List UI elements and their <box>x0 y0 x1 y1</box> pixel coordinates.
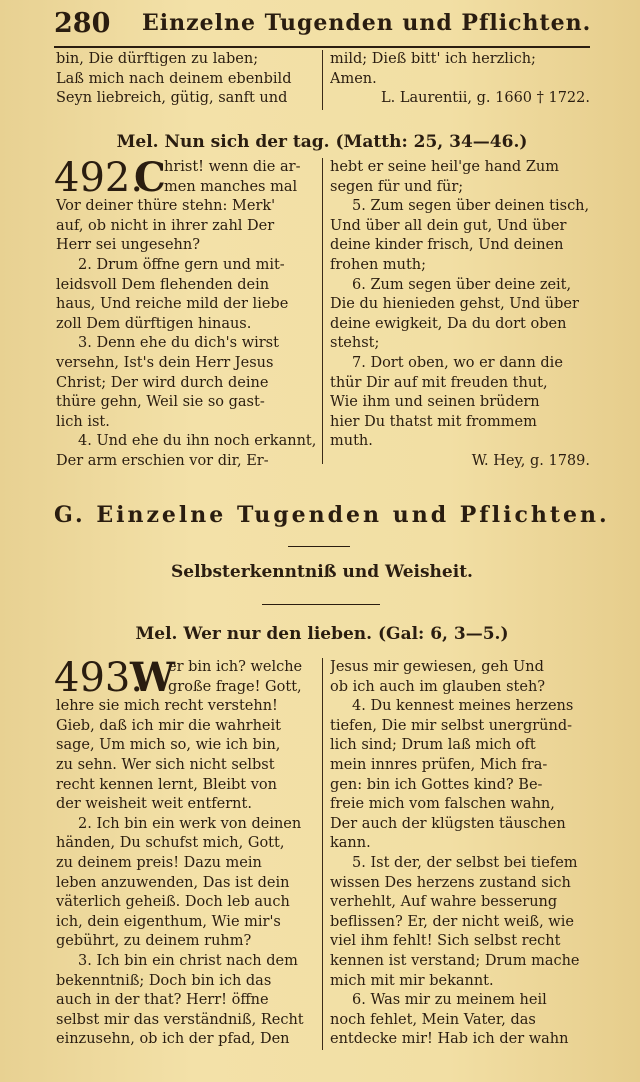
text-line: Wie ihm und seinen brüdern <box>330 394 540 411</box>
text-line: Der auch der klügsten täuschen <box>330 815 566 832</box>
text-line: Der arm erschien vor dir, Er- <box>56 452 269 469</box>
text-line: bekenntniß; Doch bin ich das <box>56 972 272 989</box>
text-line: Christ; Der wird durch deine <box>56 374 269 391</box>
text-line: 4. Und ehe du ihn noch erkannt, <box>78 433 317 450</box>
text-line: Jesus mir gewiesen, geh Und <box>330 659 544 675</box>
text-line: mich mit mir bekannt. <box>330 972 494 989</box>
text-line: 2. Drum öffne gern und mit- <box>78 256 285 273</box>
text-line: leben anzuwenden, Das ist dein <box>56 874 290 891</box>
text-line: 3. Denn ehe du dich's wirst <box>78 335 279 352</box>
text-line: er bin ich? welche <box>168 659 303 675</box>
text-line: wissen Des herzens zustand sich <box>330 874 571 891</box>
text-line: deine kinder frisch, Und deinen <box>330 237 564 254</box>
hymn-493-right-column <box>330 658 592 1050</box>
text-line: einzusehn, ob ich der pfad, Den <box>56 1031 290 1048</box>
text-line: 3. Ich bin ein christ nach dem <box>78 952 298 969</box>
text-line: kann. <box>330 835 371 852</box>
melody-line-492: Mel. Nun sich der tag. (Matth: 25, 34—46.) <box>116 132 528 152</box>
text-line: noch fehlet, Mein Vater, das <box>330 1011 536 1028</box>
text-line: 6. Zum segen über deine zeit, <box>352 276 572 293</box>
drop-initial-492: C <box>134 154 166 201</box>
running-title: Einzelne Tugenden und Pflichten. <box>142 10 592 36</box>
text-line: 4. Du kennest meines herzens <box>352 698 574 715</box>
author-credit: W. Hey, g. 1789. <box>471 452 590 469</box>
melody-line-493: Mel. Wer nur den lieben. (Gal: 6, 3—5.) <box>135 624 509 644</box>
header-rule <box>54 46 590 48</box>
text-line: auf, ob nicht in ihrer zahl Der <box>56 217 275 234</box>
text-line: hrist! wenn die ar- <box>164 159 301 175</box>
hymn-number-493: 493. <box>54 655 144 701</box>
hymn-number-492: 492. <box>54 155 144 201</box>
text-line: der weisheit weit entfernt. <box>56 796 252 813</box>
column-divider <box>322 658 323 1050</box>
text-line: versehn, Ist's dein Herr Jesus <box>56 354 274 371</box>
text-line: Laß mich nach deinem ebenbild <box>56 70 292 87</box>
hymn-492-right-column <box>330 158 592 472</box>
text-line: Herr sei ungesehn? <box>56 237 200 254</box>
text-line: 5. Ist der, der selbst bei tiefem <box>352 854 578 871</box>
text-line: auch in der that? Herr! öffne <box>56 992 269 1009</box>
text-line: deine ewigkeit, Da du dort oben <box>330 315 567 332</box>
text-line: lich ist. <box>56 413 110 430</box>
text-line: händen, Du schufst mich, Gott, <box>56 835 285 852</box>
author-credit: L. Laurentii, g. 1660 † 1722. <box>380 90 590 107</box>
text-line: gebührt, zu deinem ruhm? <box>56 933 252 950</box>
text-line: 2. Ich bin ein werk von deinen <box>78 815 302 832</box>
text-line: frohen muth; <box>330 256 427 273</box>
text-line: kennen ist verstand; Drum mache <box>330 952 580 969</box>
text-line: hebt er seine heil'ge hand Zum <box>330 159 559 175</box>
text-line: zu deinem preis! Dazu mein <box>56 854 262 871</box>
text-line: muth. <box>330 433 373 450</box>
text-line: Und über all dein gut, Und über <box>330 217 567 234</box>
text-line: entdecke mir! Hab ich der wahn <box>330 1031 569 1048</box>
text-line: Gieb, daß ich mir die wahrheit <box>56 717 281 734</box>
text-line: Amen. <box>330 70 377 87</box>
text-line: leidsvoll Dem flehenden dein <box>56 276 270 293</box>
text-line: ob ich auch im glauben steh? <box>330 678 546 695</box>
short-rule <box>288 546 350 547</box>
text-line: 6. Was mir zu meinem heil <box>352 992 547 1009</box>
text-line: thüre gehn, Weil sie so gast- <box>56 394 265 411</box>
column-divider <box>322 158 323 464</box>
text-line: sage, Um mich so, wie ich bin, <box>56 737 281 754</box>
column-divider <box>322 50 323 110</box>
drop-initial-493: W <box>130 654 175 701</box>
text-line: verhehlt, Auf wahre besserung <box>330 894 558 911</box>
text-line: viel ihm fehlt! Sich selbst recht <box>330 933 561 950</box>
text-line: recht kennen lernt, Bleibt von <box>56 776 278 793</box>
text-line: segen für und für; <box>330 178 464 195</box>
top-fragment-right <box>330 50 592 109</box>
text-line: zu sehn. Wer sich nicht selbst <box>56 756 275 773</box>
text-line: haus, Und reiche mild der liebe <box>56 296 289 313</box>
text-line: mein innres prüfen, Mich fra- <box>330 756 548 773</box>
text-line: Die du hienieden gehst, Und über <box>330 296 579 313</box>
text-line: stehst; <box>330 335 380 352</box>
text-line: große frage! Gott, <box>168 678 302 695</box>
text-line: lich sind; Drum laß mich oft <box>330 737 536 754</box>
text-line: zoll Dem dürftigen hinaus. <box>56 315 252 332</box>
text-line: Vor deiner thüre stehn: Merk' <box>56 198 276 215</box>
text-line: 7. Dort oben, wo er dann die <box>352 354 563 371</box>
hymn-493-left-column <box>54 654 318 1050</box>
text-line: freie mich vom falschen wahn, <box>330 796 555 813</box>
section-subtitle: Selbsterkenntniß und Weisheit. <box>171 562 473 582</box>
text-line: bin, Die dürftigen zu laben; <box>56 51 259 67</box>
text-line: Seyn liebreich, gütig, sanft und <box>56 90 288 107</box>
section-title: G. Einzelne Tugenden und Pflichten. <box>54 502 610 528</box>
text-line: tiefen, Die mir selbst unergründ- <box>330 717 573 734</box>
text-line: men manches mal <box>164 178 298 195</box>
text-line: lehre sie mich recht verstehn! <box>56 698 278 715</box>
text-line: hier Du thatst mit frommem <box>330 413 537 430</box>
top-fragment-left <box>56 50 318 109</box>
page-number: 280 <box>54 8 111 39</box>
text-line: 5. Zum segen über deinen tisch, <box>352 198 590 215</box>
text-line: beflissen? Er, der nicht weiß, wie <box>330 913 574 930</box>
hymn-492-left-column <box>54 154 318 472</box>
text-line: mild; Dieß bitt' ich herzlich; <box>330 51 536 67</box>
page-header <box>54 8 594 44</box>
short-rule <box>262 604 380 605</box>
text-line: ich, dein eigenthum, Wie mir's <box>56 913 281 930</box>
text-line: gen: bin ich Gottes kind? Be- <box>330 776 543 793</box>
text-line: thür Dir auf mit freuden thut, <box>330 374 548 391</box>
text-line: selbst mir das verständniß, Recht <box>56 1011 304 1028</box>
text-line: väterlich geheiß. Doch leb auch <box>56 894 290 911</box>
